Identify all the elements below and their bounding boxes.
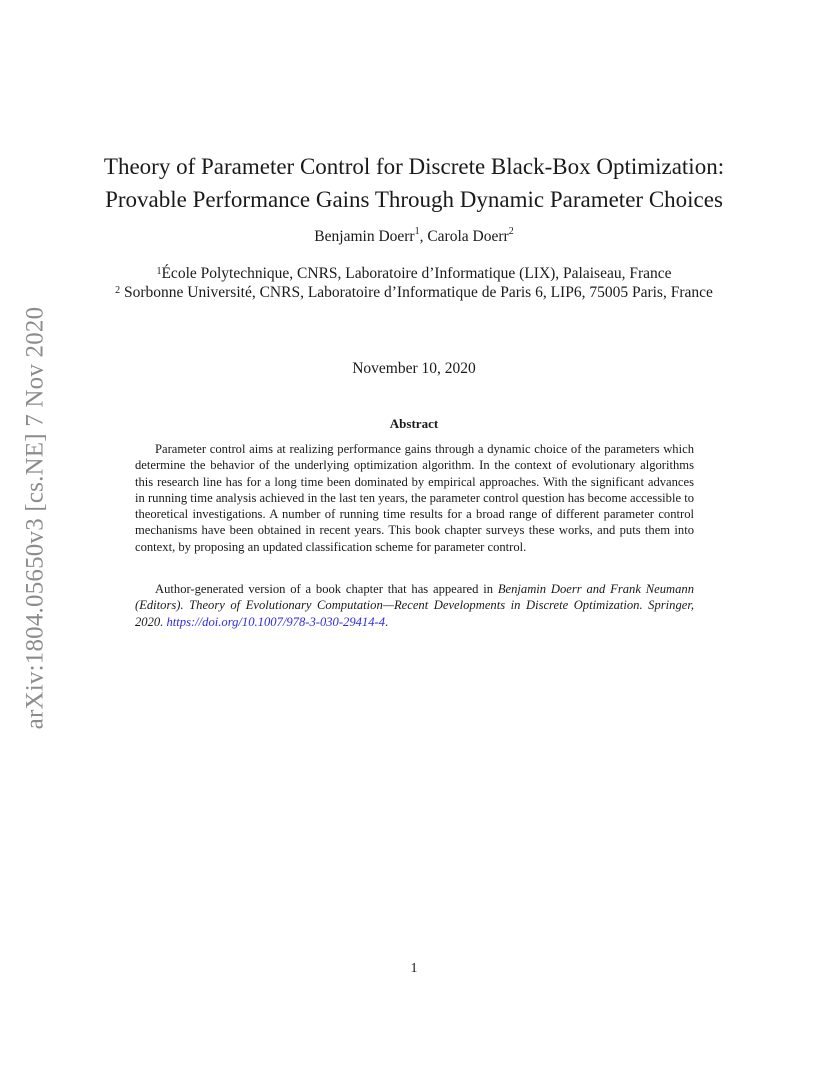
affiliation-2 (80, 283, 748, 302)
affiliation-mark: 1 (156, 266, 162, 277)
abstract-body: Parameter control aims at realizing performance gains through a dynamic choice of the parameters which determine the behavior of the underlying optimization algorithm. In the context of evolutionary algorithms this research line has for a long time been dominated by empirical approaches. With the significant advances in running time analysis achieved in the last ten years, the parameter control question has become accessible to theoretical investigations. A number of running time results for a broad range of different parameter control mechanisms have been obtained in recent years. This book chapter surveys these works, and puts them into context, by proposing an updated classification scheme for parameter control. (135, 442, 694, 554)
note-end: . (385, 614, 389, 629)
arxiv-watermark (12, 286, 58, 750)
publication-note (135, 581, 694, 630)
author-list (80, 228, 748, 246)
affiliation-mark: 2 (115, 285, 121, 296)
note-lead: Author-generated version of a book chapter that has appeared in (155, 582, 498, 596)
paper-title (80, 150, 748, 216)
note-citation: Benjamin Doerr and Frank Neumann (Editors). Theory of Evolutionary Computation—Recent Developments in Discrete Optimization. Springer, 2020. (135, 582, 694, 629)
affiliations (80, 264, 748, 302)
author-affiliation-mark: 1 (414, 226, 420, 237)
author-name: Benjamin Doerr (314, 228, 415, 245)
title-line-1: Theory of Parameter Control for Discrete Black-Box Optimization: (103, 154, 725, 179)
page-number: 1 (410, 961, 418, 976)
publication-date: November 10, 2020 (352, 360, 476, 377)
author-separator: , (419, 228, 428, 245)
affiliation-text: École Polytechnique, CNRS, Laboratoire d’Informatique (LIX), Palaiseau, France (161, 265, 672, 282)
affiliation-1 (80, 264, 748, 283)
doi-link[interactable]: https://doi.org/10.1007/978-3-030-29414-4 (166, 614, 385, 629)
title-line-2: Provable Performance Gains Through Dynamic Parameter Choices (105, 187, 723, 212)
arxiv-identifier: arXiv:1804.05650v3 [cs.NE] 7 Nov 2020 (21, 306, 48, 730)
author-affiliation-mark: 2 (508, 226, 514, 237)
author-name: Carola Doerr (427, 228, 509, 245)
affiliation-text: Sorbonne Université, CNRS, Laboratoire d’Informatique de Paris 6, LIP6, 75005 Paris, France (120, 284, 713, 301)
abstract-heading: Abstract (389, 416, 439, 431)
